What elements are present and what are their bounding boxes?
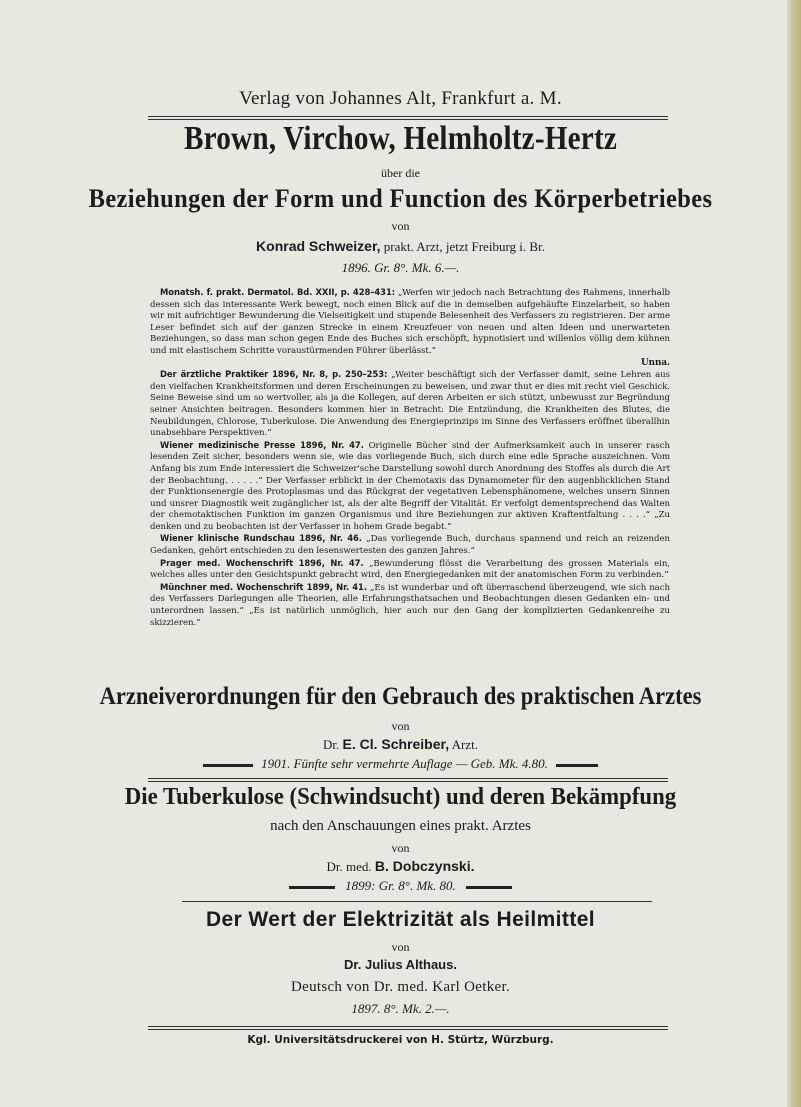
book2-author-rest: Arzt. [451,737,478,752]
review-source: Münchner med. Wochenschrift 1899, Nr. 41. [160,581,367,592]
review-item [150,369,670,440]
book4-author: Dr. Julius Althaus. [344,957,457,972]
review-signature: Unna. [641,357,670,368]
book1-author [0,238,801,255]
review-text: „Es ist wunderbar und oft überraschend überzeugend, wie sich nach des Verfassers Darlegungen alle Theorien, alle Erfahrungsthatsachen und Beobachtungen diesen Gedanken ein- und unterordnen lassen.“ „Es ist natürlich unmöglich, hier auch nur den Gang der komplizierten Gedankenreihe zu skizzieren.“ [150,582,671,628]
review-item [150,440,670,534]
book4-title: Der Wert der Elektrizität als Heilmittel [205,908,596,931]
decorative-dash [556,764,598,767]
review-text: „Werfen wir jedoch nach Betrachtung des Rahmens, innerhalb dessen sich das interessante Werk bewegt, noch einen Blick auf die in demselben aufgehäufte Einzelarbeit, so haben wir mit aufrichtiger Bewunderung die Vielseitigkeit und stupende Belesenheit des Verfassers zu registrieren. Der arme Leser befindet sich auf der ganzen Strecke in einem Kreuzfeuer von neuen und alten Ideen und unerwarteten Beziehungen, so dass man schon gegen Ende des Buches sich erschöpft, hypnotisiert und willenlos völlig dem kühnen und mit elastischem Schritte voraustürmenden Führer überlässt.“ [150,288,670,356]
decorative-dash [203,764,253,767]
book1-info: 1896. Gr. 8°. Mk. 6.—. [341,260,460,275]
book3-author-prefix: Dr. med. [326,859,372,874]
book1-author-rest: prakt. Arzt, jetzt Freiburg i. Br. [383,239,545,254]
section-rule [148,778,668,782]
review-item [150,582,670,629]
book2-author-prefix: Dr. [322,737,340,752]
review-item [150,533,670,557]
book4-info: 1897. 8°. Mk. 2.—. [351,1001,450,1016]
book3-author [0,858,801,875]
book4-translation: Deutsch von Dr. med. Karl Oetker. [290,979,510,995]
review-text: „Weiter beschäftigt sich der Verfasser damit, seine Lehren aus den vielfachen Krankheitsformen und deren Erscheinungen zu beweisen, und zwar thut er dies mit recht viel Geschick. Seine Beweise sind um so wertvoller, als ja die Kollegen, auf deren Arbeiten er sich stützt, unbewusst zur Begründung seiner Ansichten beitragen. Besonders kommen hier in Betracht: Die Entzündung, die Krankheiten des Blutes, die Neubildungen, Chlorose, Tuberkulose. Die Anwendung des Energieprinzips im Sinne des Verfassers eröffnet überallhin unabsehbare Perspektiven.“ [150,370,670,439]
decorative-dash [289,886,335,889]
book3-von: von [391,841,410,855]
book1-von: von [391,219,410,233]
review-source: Der ärztliche Praktiker 1896, Nr. 8, p. 250–253: [160,369,388,380]
review-text: „Das vorliegende Buch, durchaus spannend und reich an reizenden Gedanken, gehört entschieden zu den lesenswertesten des ganzen Jahres.“ [150,534,670,557]
review-source: Wiener klinische Rundschau 1896, Nr. 46. [160,533,362,544]
footer-rule [148,1026,668,1030]
review-source: Monatsh. f. prakt. Dermatol. Bd. XXII, p. 428–431: [160,287,396,297]
book1-reviews [150,287,670,629]
review-item [150,287,670,358]
book3-title: Die Tuberkulose (Schwindsucht) und deren Bekämpfung [124,784,677,810]
book3-info-row [0,878,801,894]
book4-von: von [391,940,410,954]
book3-subtitle: nach den Anschauungen eines prakt. Arztes [270,818,531,834]
printer-imprint: Kgl. Universitätsdruckerei von H. Stürtz, Würzburg. [247,1034,554,1046]
book1-author-name: Konrad Schweizer, [256,238,381,254]
review-item [150,558,670,582]
review-source: Prager med. Wochenschrift 1896, Nr. 47. [160,557,364,568]
book1-title: Brown, Virchow, Helmholtz-Hertz [183,120,618,157]
book2-author [0,736,801,753]
book1-uber: über die [381,166,420,180]
book2-author-name: E. Cl. Schreiber, [342,736,450,752]
publisher-header: Verlag von Johannes Alt, Frankfurt a. M. [239,88,562,109]
review-source: Wiener medizinische Presse 1896, Nr. 47. [160,439,364,450]
book1-subtitle: Beziehungen der Form und Function des Körperbetriebes [88,184,713,213]
decorative-dash [466,886,512,889]
book2-info: 1901. Fünfte sehr vermehrte Auflage — Geb. Mk. 4.80. [261,756,548,771]
book2-von: von [391,719,410,733]
review-text: „Bewunderung flösst die Verarbeitung des grossen Materials ein, welches alles unter den Gesichtspunkt gebracht wird, den Energiegedanken mit der anatomischen Form zu verbinden.“ [150,558,670,581]
section-rule [182,901,652,902]
book2-info-row [0,756,801,772]
review-text: Originelle Bücher sind der Aufmerksamkeit auch in unserer rasch lesenden Zeit sicher, besonders wenn sie, wie das vorliegende Buch, sich durch eine edle Sprache auszeichnen. Vom Anfang bis zum Ende interessiert die Schweizer'sche Darstellung sowohl durch Anordnung des Stoffes als durch die Art der Beobachtung. . . . . .“ Der Verfasser erblickt in der Chemotaxis das Dynamometer für den augenblicklichen Stand der Funktionsenergie des Protoplasmas und das Rückgrat der vegetativen Lebensphänomene, welches unsern Sinnen und unsrer Diagnostik weit zugänglicher ist, als der alte Begriff der Vitalität. Er verfolgt dementsprechend das Walten der chemotaktischen Funktion im ganzen Organismus und ihre Beziehungen zur aktiven Kraftentfaltung . . . .“ „Zu denken und zu beobachten ist der Verfasser in hohem Grade begabt.“ [150,440,671,532]
book2-title: Arzneiverordnungen für den Gebrauch des praktischen Arztes [99,683,702,710]
book3-author-name: B. Dobczynski. [374,858,475,874]
book3-info: 1899: Gr. 8°. Mk. 80. [345,878,456,893]
